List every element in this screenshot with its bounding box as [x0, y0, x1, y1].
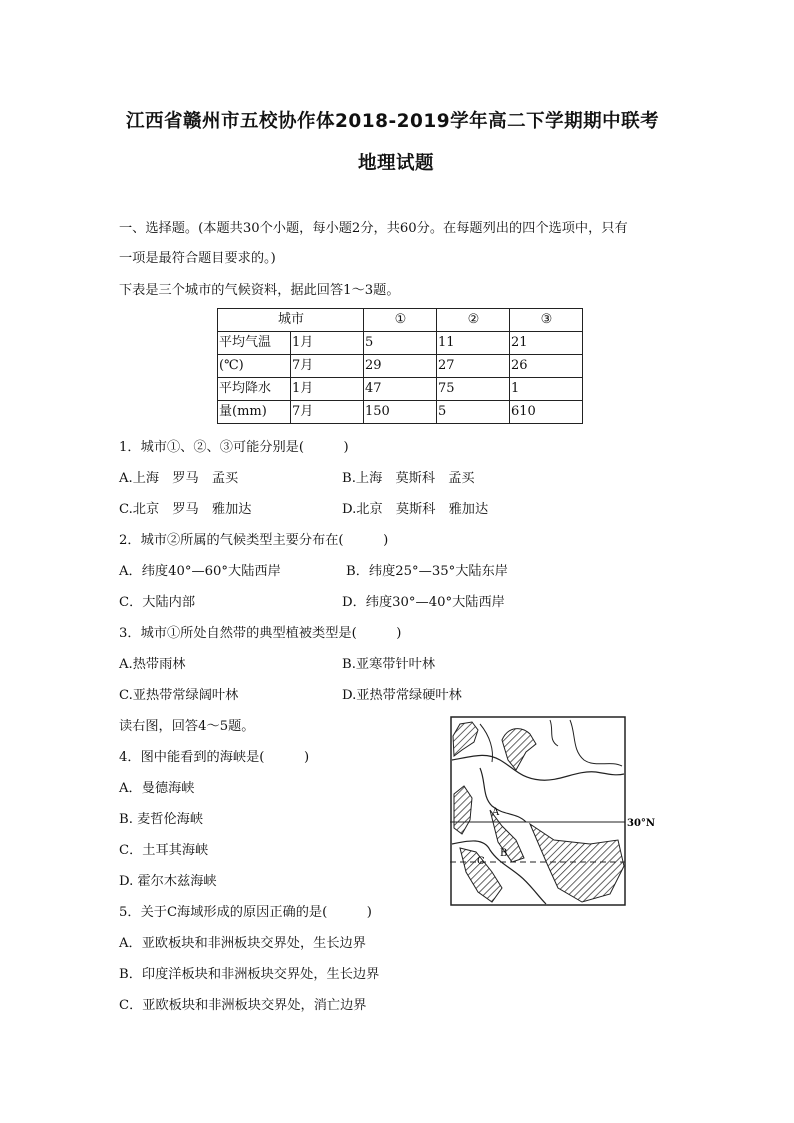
- table-cell: 1: [510, 378, 583, 401]
- intro-table: 下表是三个城市的气候资料，据此回答1～3题。: [119, 283, 400, 298]
- table-cell: 27: [437, 355, 510, 378]
- table-cell: 150: [364, 401, 437, 424]
- question-2-option-b[interactable]: B．纬度25°—35°大陆东岸: [346, 564, 508, 579]
- table-cell: 75: [437, 378, 510, 401]
- question-3-stem: 3．城市①所处自然带的典型植被类型是( ): [119, 626, 402, 641]
- table-cell-month: 7月: [291, 355, 364, 378]
- region-map: [450, 716, 662, 906]
- question-3-option-d[interactable]: D.亚热带常绿硬叶林: [342, 688, 462, 703]
- question-3-option-a[interactable]: A.热带雨林: [119, 657, 186, 672]
- question-2-option-a[interactable]: A．纬度40°—60°大陆西岸: [119, 564, 281, 579]
- table-cell-month: 7月: [291, 401, 364, 424]
- intro-map: 读右图，回答4～5题。: [119, 719, 255, 734]
- map-label-c: C: [477, 856, 485, 867]
- table-cell: 26: [510, 355, 583, 378]
- question-2-option-c[interactable]: C．大陆内部: [119, 595, 196, 610]
- question-5-option-a[interactable]: A．亚欧板块和非洲板块交界处，生长边界: [119, 936, 366, 951]
- question-3-option-b[interactable]: B.亚寒带针叶林: [342, 657, 436, 672]
- page-subtitle: 地理试题: [358, 153, 435, 174]
- table-row: [218, 355, 583, 378]
- table-cell: 47: [364, 378, 437, 401]
- question-2-stem: 2．城市②所属的气候类型主要分布在( ): [119, 533, 389, 548]
- page-title: 江西省赣州市五校协作体2018-2019学年高二下学期期中联考: [126, 111, 660, 132]
- table-cell: 610: [510, 401, 583, 424]
- table-cell: 11: [437, 332, 510, 355]
- table-cell-month: 1月: [291, 378, 364, 401]
- table-cell: 5: [364, 332, 437, 355]
- section-instructions-line1: 一、选择题。(本题共30个小题，每小题2分，共60分。在每题列出的四个选项中，只有: [119, 221, 628, 236]
- question-5-option-c[interactable]: C．亚欧板块和非洲板块交界处，消亡边界: [119, 998, 367, 1013]
- table-cell: 21: [510, 332, 583, 355]
- section-instructions-line2: 一项是最符合题目要求的。): [119, 251, 276, 266]
- table-cell: 5: [437, 401, 510, 424]
- question-1-option-b[interactable]: B.上海 莫斯科 孟买: [342, 471, 475, 486]
- temp-label-line1: 平均气温: [218, 332, 291, 355]
- map-label-a: A: [492, 807, 500, 818]
- question-3-option-c[interactable]: C.亚热带常绿阔叶林: [119, 688, 239, 703]
- map-label-b: B: [500, 848, 508, 859]
- question-1-stem: 1．城市①、②、③可能分别是( ): [119, 440, 349, 455]
- question-4-option-b[interactable]: B. 麦哲伦海峡: [119, 812, 204, 827]
- climate-table: [217, 308, 583, 424]
- table-header-city-2: ②: [437, 309, 510, 332]
- temp-label-line2: (℃): [218, 355, 291, 378]
- precip-label-line2: 量(mm): [218, 401, 291, 424]
- question-4-option-d[interactable]: D. 霍尔木兹海峡: [119, 874, 217, 889]
- table-row: [218, 378, 583, 401]
- question-5-stem: 5．关于C海域形成的原因正确的是( ): [119, 905, 372, 920]
- question-2-option-d[interactable]: D．纬度30°—40°大陆西岸: [342, 595, 505, 610]
- question-4-stem: 4．图中能看到的海峡是( ): [119, 750, 310, 765]
- question-1-option-a[interactable]: A.上海 罗马 孟买: [119, 471, 239, 486]
- table-row: [218, 401, 583, 424]
- table-cell: 29: [364, 355, 437, 378]
- question-4-option-a[interactable]: A．曼德海峡: [119, 781, 195, 796]
- table-cell-month: 1月: [291, 332, 364, 355]
- question-1-option-c[interactable]: C.北京 罗马 雅加达: [119, 502, 252, 517]
- table-row: [218, 332, 583, 355]
- map-latitude-label: 30°N: [627, 818, 656, 829]
- table-header-city-1: ①: [364, 309, 437, 332]
- table-header-row: [218, 309, 583, 332]
- table-header-city: 城市: [218, 309, 364, 332]
- question-4-option-c[interactable]: C．土耳其海峡: [119, 843, 209, 858]
- question-1-option-d[interactable]: D.北京 莫斯科 雅加达: [342, 502, 489, 517]
- precip-label-line1: 平均降水: [218, 378, 291, 401]
- table-header-city-3: ③: [510, 309, 583, 332]
- question-5-option-b[interactable]: B．印度洋板块和非洲板块交界处，生长边界: [119, 967, 380, 982]
